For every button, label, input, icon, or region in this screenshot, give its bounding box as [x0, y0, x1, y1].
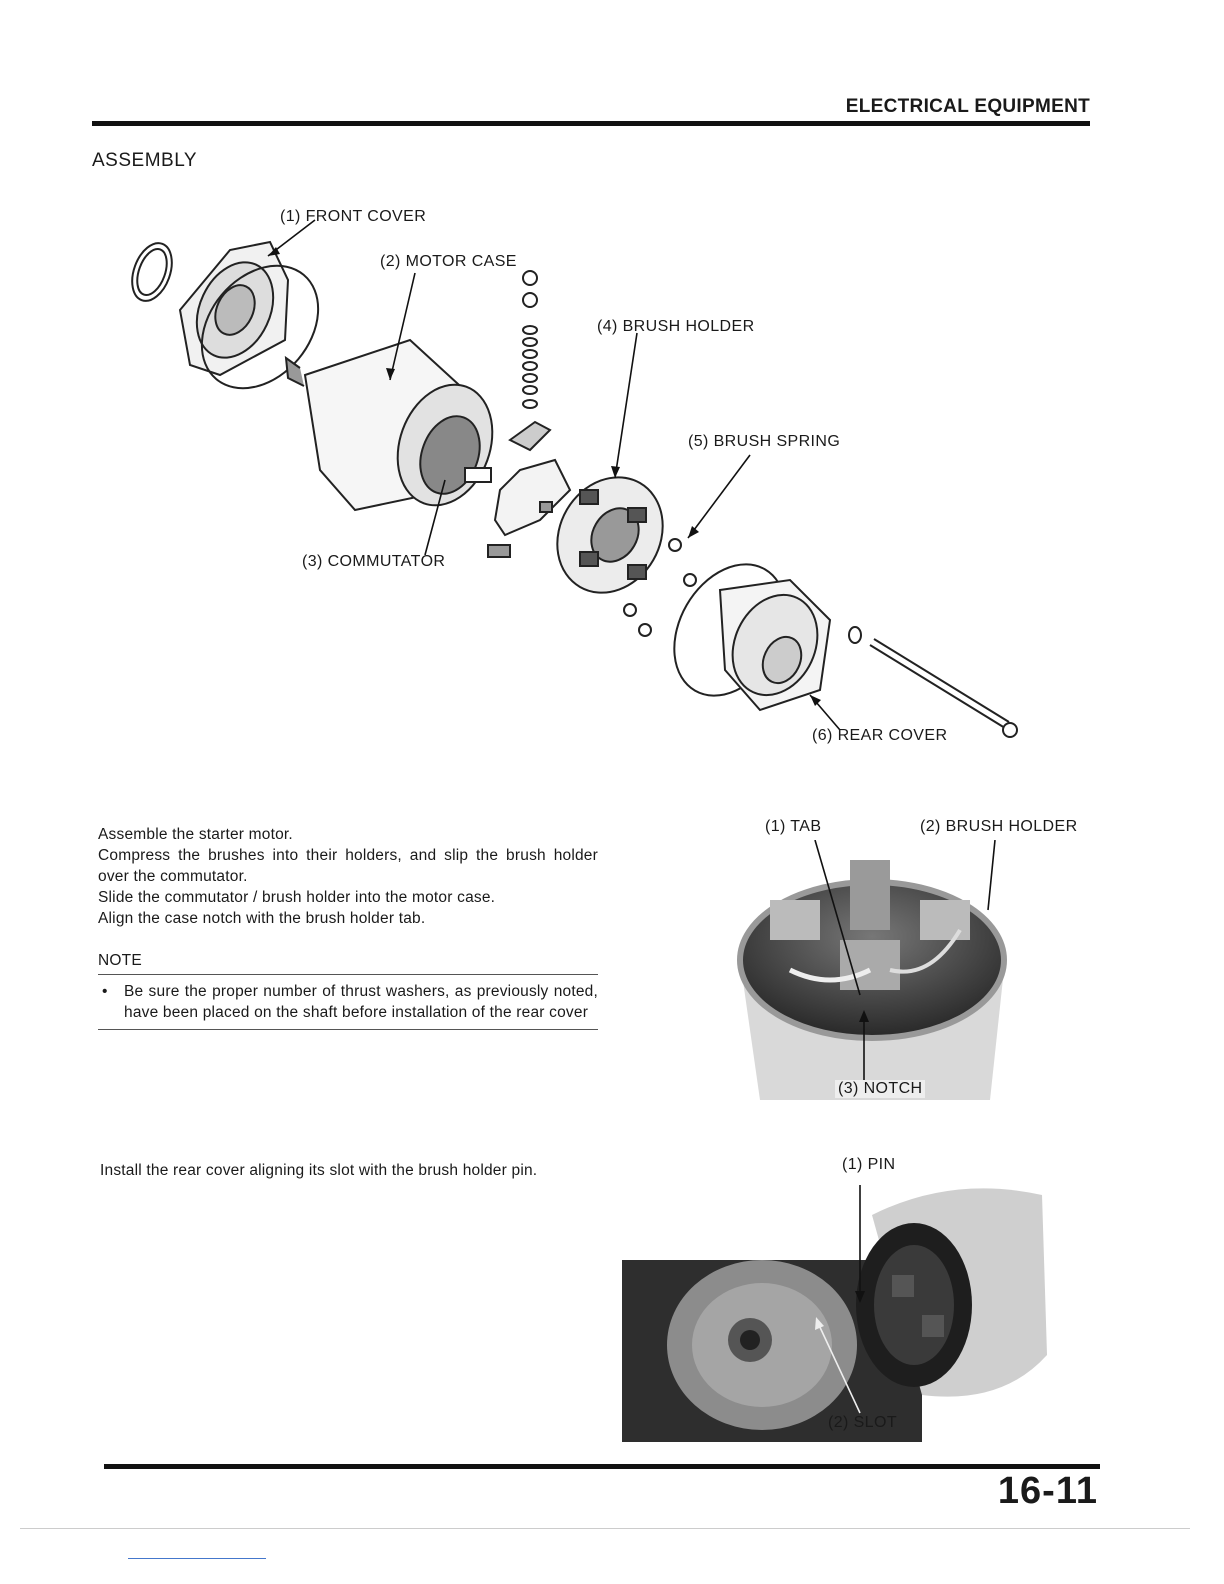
step1-line: Compress the brushes into their holders, and slip the brush holder over the commutator. — [98, 847, 598, 885]
through-bolt-part — [849, 627, 1017, 737]
scan-edge — [20, 1528, 1190, 1529]
header-rule — [92, 121, 1090, 126]
label-notch: (3) NOTCH — [835, 1080, 925, 1098]
label-brush-spring: (5) BRUSH SPRING — [688, 433, 841, 450]
note-text: Be sure the proper number of thrust washers, as previously noted, have been placed on the shaft before installation of the rear cover — [124, 983, 598, 1021]
label-slot: (2) SLOT — [828, 1414, 897, 1431]
label-motor-case: (2) MOTOR CASE — [380, 253, 517, 270]
note-box — [98, 974, 598, 1030]
label-rear-cover: (6) REAR COVER — [812, 727, 948, 744]
exploded-view-diagram — [110, 190, 1050, 770]
motor-case-part — [286, 340, 508, 519]
rear-cover-part — [652, 544, 834, 715]
rear-cover-photo — [622, 1155, 1062, 1445]
label-brush-holder-photo: (2) BRUSH HOLDER — [920, 818, 1078, 835]
step1-line: Align the case notch with the brush holder tab. — [98, 910, 426, 927]
label-pin: (1) PIN — [842, 1156, 896, 1173]
label-commutator: (3) COMMUTATOR — [302, 553, 446, 570]
step1-line: Assemble the starter motor. — [98, 826, 293, 843]
page-heading: ASSEMBLY — [92, 150, 198, 171]
step1-line: Slide the commutator / brush holder into the motor case. — [98, 889, 496, 906]
note-item — [98, 981, 598, 1023]
label-front-cover: (1) FRONT COVER — [280, 208, 427, 225]
step1-instructions — [98, 824, 598, 929]
underline-mark — [128, 1558, 266, 1559]
brush-holder-photo — [730, 840, 1020, 1110]
note-title: NOTE — [98, 952, 142, 969]
page-number: 16-11 — [997, 1470, 1098, 1512]
label-tab: (1) TAB — [765, 818, 822, 835]
section-title: ELECTRICAL EQUIPMENT — [845, 96, 1090, 117]
label-brush-holder: (4) BRUSH HOLDER — [597, 318, 755, 335]
footer-rule — [104, 1464, 1100, 1469]
step2-instructions: Install the rear cover aligning its slot with the brush holder pin. — [100, 1162, 538, 1179]
front-cover-part — [180, 242, 288, 375]
thrust-washers-part — [523, 271, 537, 408]
o-ring-part — [125, 238, 179, 307]
bullet-icon: • — [102, 983, 108, 1000]
